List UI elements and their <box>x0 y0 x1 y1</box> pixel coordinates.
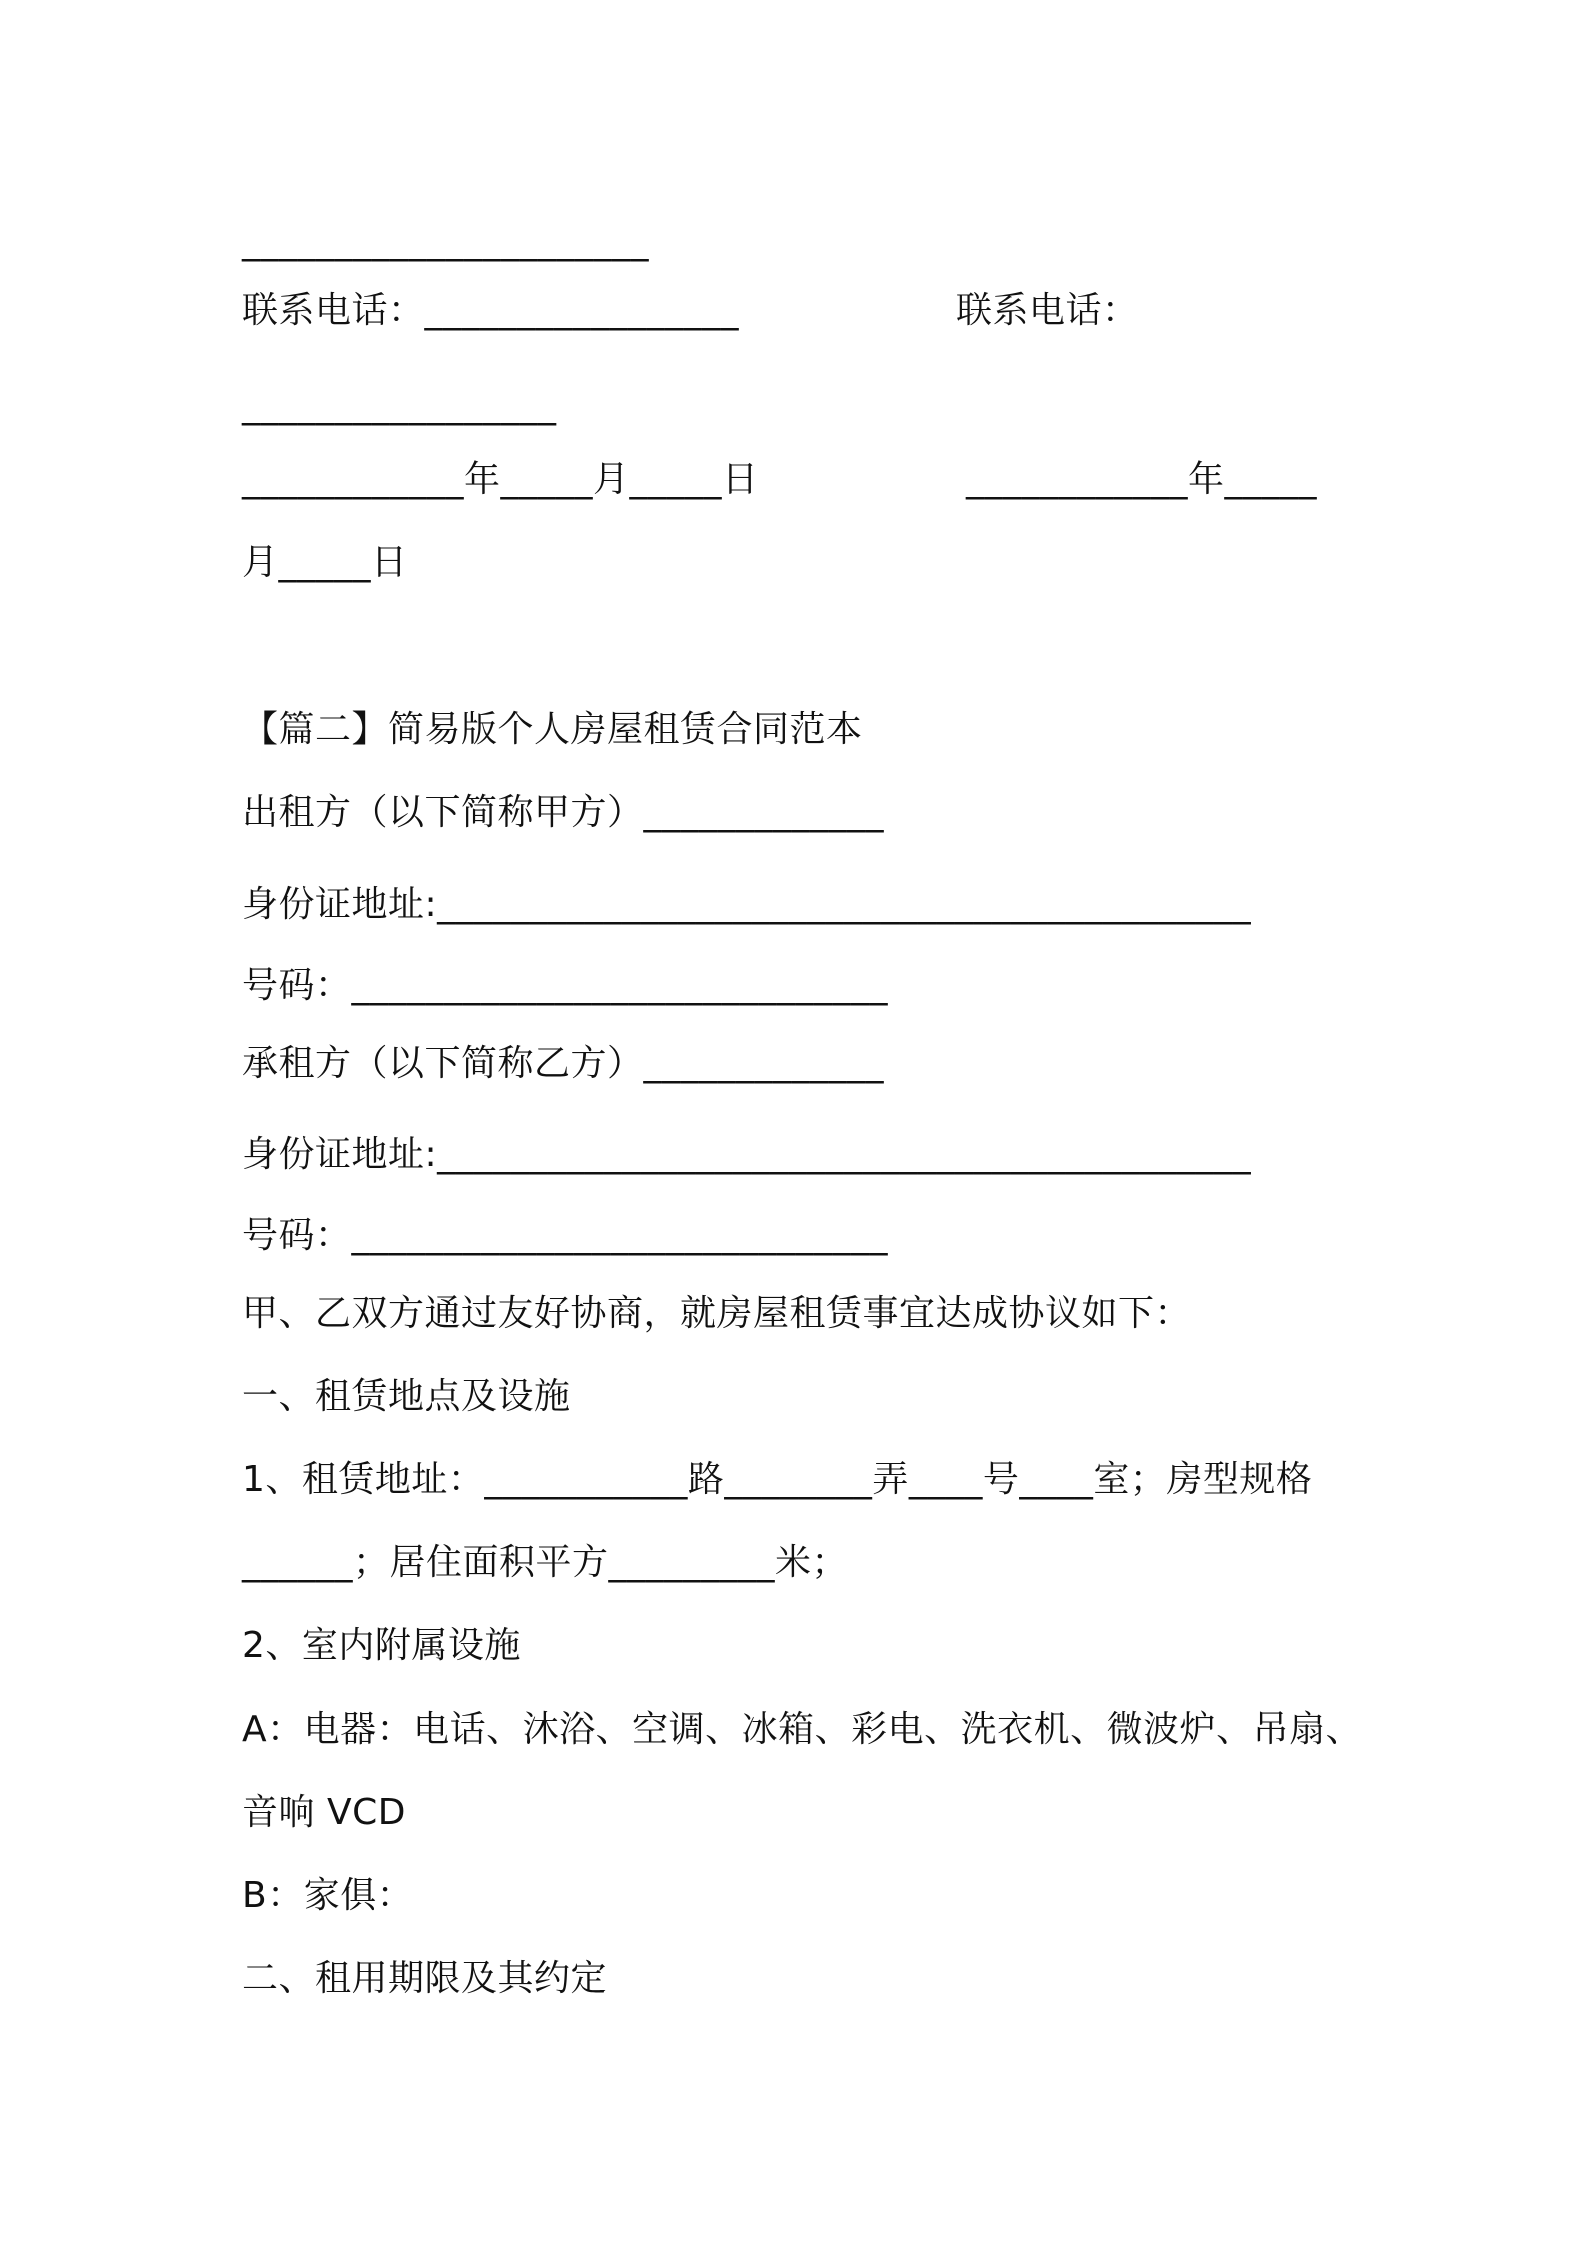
signature-blank: ______________________ <box>242 221 649 262</box>
clause1-item2-b: B：家俱： <box>242 1875 414 1916</box>
lessor-id-number: 号码：_____________________________ <box>242 965 889 1006</box>
contact-phone-right: 联系电话： <box>956 290 1139 331</box>
clause2-title: 二、租用期限及其约定 <box>242 1958 608 1999</box>
lessee-line: 承租方（以下简称乙方）_____________ <box>242 1043 885 1084</box>
date-right: ____________年_____ <box>966 459 1317 500</box>
clause1-item2-a: A：电器：电话、沐浴、空调、冰箱、彩电、洗衣机、微波炉、吊扇、 <box>242 1709 1363 1750</box>
lessee-id-number: 号码：_____________________________ <box>242 1215 889 1256</box>
contact-phone-left: 联系电话：_________________ <box>242 290 740 331</box>
clause1-title: 一、租赁地点及设施 <box>242 1376 571 1417</box>
date-left: ____________年_____月_____日 <box>242 459 759 500</box>
section-title: 【篇二】简易版个人房屋租赁合同范本 <box>242 709 863 750</box>
clause1-item2: 2、室内附属设施 <box>242 1625 521 1666</box>
clause1-item2-a-continued: 音响 VCD <box>242 1792 406 1833</box>
date-continued: 月_____日 <box>242 542 408 583</box>
lessor-id-address: 身份证地址:____________________________________________ <box>242 884 1252 925</box>
lessor-line: 出租方（以下简称甲方）_____________ <box>242 792 885 833</box>
clause1-item1-continued: ______；居住面积平方_________米； <box>242 1542 849 1583</box>
clause1-item1: 1、租赁地址：___________路________弄____号____室；房型规格 <box>242 1459 1313 1500</box>
contact-phone-continued: _________________ <box>242 385 557 426</box>
agreement-intro: 甲、乙双方通过友好协商，就房屋租赁事宜达成协议如下： <box>242 1293 1192 1334</box>
lessee-id-address: 身份证地址:____________________________________________ <box>242 1134 1252 1175</box>
